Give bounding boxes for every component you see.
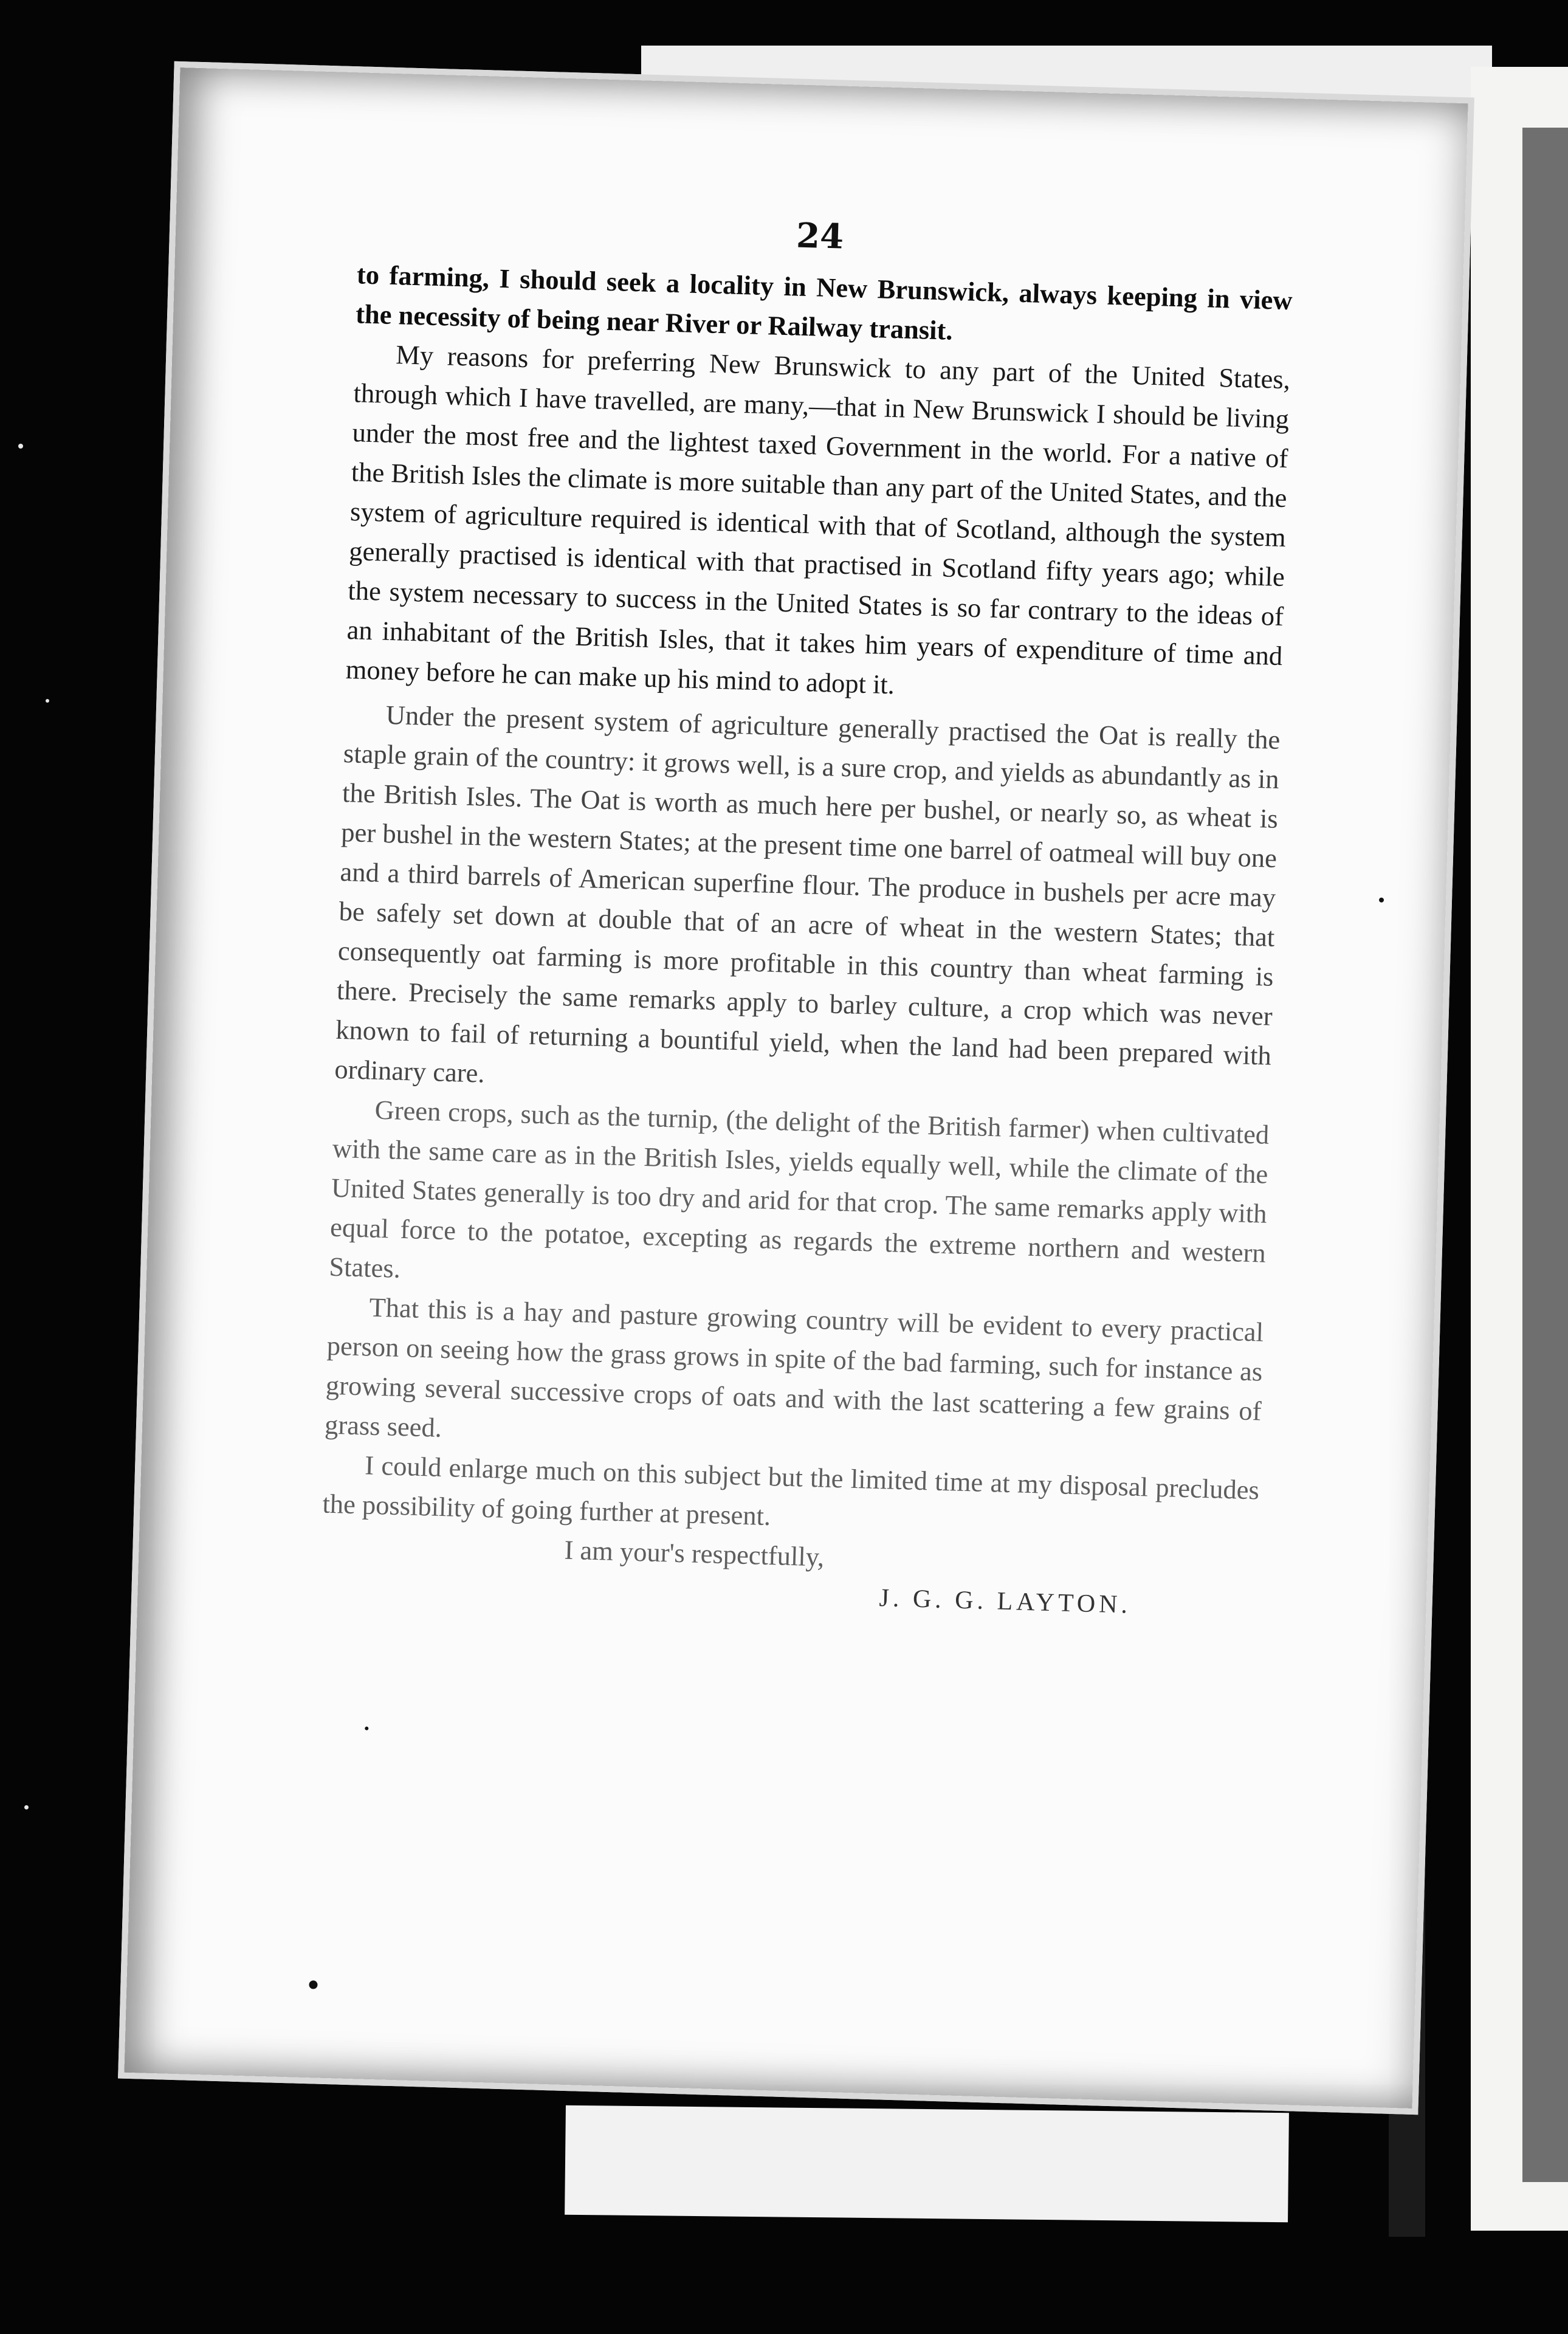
ink-dot bbox=[309, 1980, 317, 1989]
dust-speck bbox=[46, 699, 49, 703]
dust-speck bbox=[24, 1805, 29, 1809]
paragraph-enlarge: I could enlarge much on this subject but the limited time at my disposal precludes the possibility of going further at present. bbox=[322, 1450, 1260, 1532]
adjacent-leaf-shadow bbox=[1522, 128, 1568, 2182]
closing-line: I am your's respectfully, bbox=[563, 1534, 825, 1572]
signature: J. G. G. LAYTON. bbox=[878, 1584, 1132, 1619]
backing-strip-bottom bbox=[565, 2105, 1289, 2222]
dust-speck bbox=[18, 444, 23, 449]
ink-dot bbox=[365, 1727, 368, 1730]
book-page bbox=[118, 61, 1474, 2115]
paragraph-oat: Under the present system of agriculture generally practised the Oat is really the staple grain of the country: it grows well, is a sure crop, and yields as abundantly as in the British Isles. The Oat is worth as much here per bushel, or nearly so, as wheat is per bushel in the western States; at the present time one barrel of oatmeal will buy one and a third barrels of American superfine flour. The produce in bushels per acre may be safely set down at double that of an acre of wheat in the western States; that consequently oat farming is more profitable in this country than wheat farming is there. Precisely the same remarks apply to barley culture, a crop which was never known to fail of returning a bountiful yield, when the land had been prepared with ordinary care. bbox=[334, 699, 1281, 1089]
ink-dot bbox=[1379, 898, 1384, 903]
page-body bbox=[320, 255, 1293, 1628]
paragraph-green-crops: Green crops, such as the turnip, (the delight of the British farmer) when cultivated with the same care as in the British Isles, yields equally well, while the climate of the United States generally is too dry and arid for that crop. The same remarks apply with equal force to the potatoe, excepting as regards the extreme northern and western States. bbox=[328, 1094, 1270, 1284]
paragraph-hay: That this is a hay and pasture growing country will be evident to every practical person on seeing how the grass grows in spite of the bad farming, such for instance as growing several successive crops of oats and with the last scattering a few grains of grass seed. bbox=[324, 1292, 1264, 1443]
page-number: 24 bbox=[796, 215, 845, 257]
paragraph-continuation: to farming, I should seek a locality in New Brunswick, always keeping in view the necessity of being near River or Railway transit. bbox=[355, 259, 1293, 346]
paragraph-reasons: My reasons for preferring New Brunswick to any part of the United States, through which I have travelled, are many,—that in New Brunswick I should be living under the most free and the lightest taxed Government in the world. For a native of the British Isles the climate is more suitable than any part of the United States, and the system of agriculture required is identical with that of Scotland, although the system generally practised is identical with that practised in Scotland fifty years ago; while the system necessary to success in the United States is so far contrary to the ideas of an inhabitant of the British Isles, that it takes him years of expenditure of time and money before he can make up his mind to adopt it. bbox=[345, 339, 1291, 700]
